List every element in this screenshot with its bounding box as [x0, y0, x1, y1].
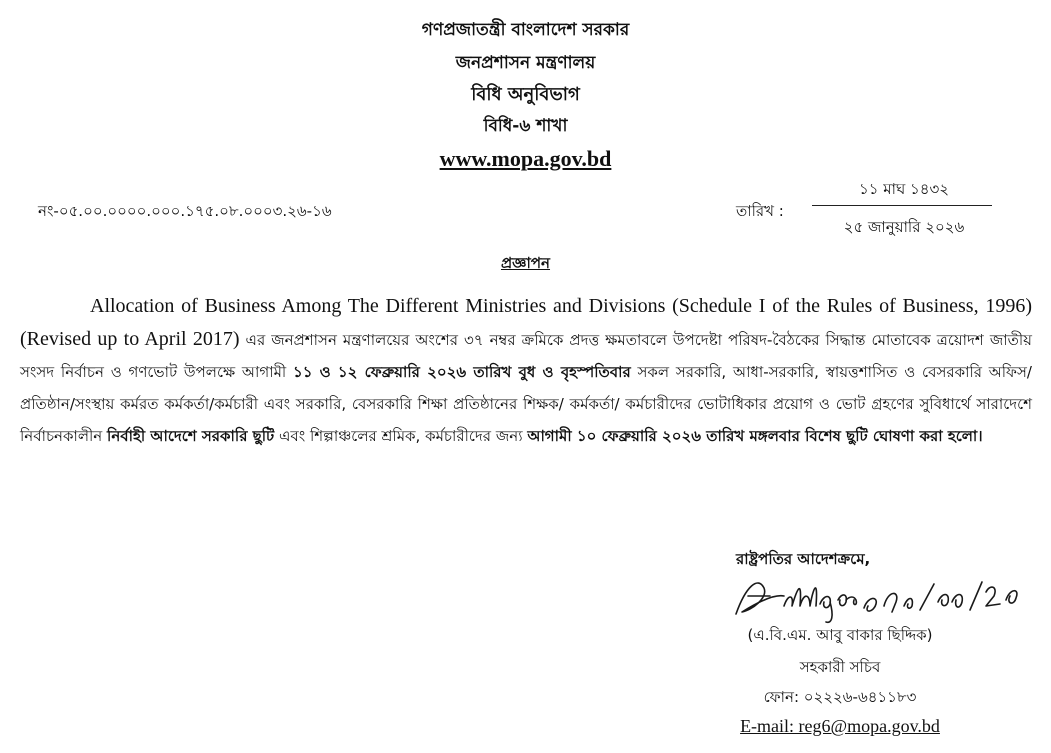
notification-title: প্রজ্ঞাপন	[500, 254, 551, 272]
government-name: গণপ্রজাতন্ত্রী বাংলাদেশ সরকার	[421, 20, 630, 40]
wing-name: বিধি অনুবিভাগ	[471, 84, 580, 105]
body-executive-order: নির্বাহী আদেশে সরকারি ছুটি	[107, 427, 275, 445]
section-name: বিধি-৬ শাখা	[483, 116, 568, 136]
date-bangla-calendar: ১১ মাঘ ১৪৩২	[859, 180, 949, 198]
body-special-holiday: আগামী ১০ ফেব্রুয়ারি ২০২৬ তারিখ মঙ্গলবার বিশেষ ছুটি ঘোষণা করা হলো।	[527, 427, 983, 445]
signatory-email: E-mail: reg6@mopa.gov.bd	[740, 716, 940, 736]
body-text-part3: এবং শিল্পাঞ্চলের শ্রমিক, কর্মচারীদের জন্য	[274, 427, 528, 445]
ministry-name: জনপ্রশাসন মন্ত্রণালয়	[455, 53, 596, 73]
signatory-phone: ফোন: ০২২২৬-৬৪১১৮৩	[763, 688, 917, 706]
date-divider	[812, 205, 992, 206]
signatory-name: (এ.বি.এম. আবু বাকার ছিদ্দিক)	[747, 626, 933, 644]
body-english-reference: Allocation of Business Among The Different Ministries and Divisions (Schedule I of the Rules of Business, 1996) (Revised up to April 2017)	[20, 295, 1032, 350]
body-text-part2: সকল সরকারি, আধা-সরকারি, স্বায়ত্তশাসিত ও বেসরকারি অফিস/প্রতিষ্ঠান/সংস্থায় কর্মরত কর্মকর্তা/কর্মচারী এবং সরকারি, বেসরকারি শিক্ষা প্রতিষ্ঠানের শিক্ষক/ কর্মকর্তা/ কর্মচারীদের ভোটাধিকার প্রয়োগ ও ভোট গ্রহণের সুবিধার্থে সারাদেশে নির্বাচনকালীন	[20, 363, 1032, 445]
memo-number: নং-০৫.০০.০০০০.০০০.১৭৫.০৮.০০০৩.২৬-১৬	[38, 202, 332, 220]
signatory-designation: সহকারী সচিব	[799, 658, 881, 676]
notification-body	[20, 290, 1032, 452]
ministry-website: www.mopa.gov.bd	[439, 146, 612, 171]
body-text-part1: এর জনপ্রশাসন মন্ত্রণালয়ের অংশের ৩৭ নম্বর ক্রমিকে প্রদত্ত ক্ষমতাবলে উপদেষ্টা পরিষদ-বৈঠকের সিদ্ধান্ত মোতাবেক ত্রয়োদশ জাতীয় সংসদ নির্বাচন ও গণভোট উপলক্ষে আগামী	[20, 331, 1032, 381]
body-holiday-dates: ১১ ও ১২ ফেব্রুয়ারি ২০২৬ তারিখ বুধ ও বৃহস্পতিবার	[292, 363, 631, 381]
date-label: তারিখ :	[736, 202, 784, 220]
handwritten-signature	[728, 566, 1028, 628]
date-gregorian: ২৫ জানুয়ারি ২০২৬	[843, 218, 965, 236]
signature-order-line: রাষ্ট্রপতির আদেশক্রমে,	[736, 550, 871, 568]
